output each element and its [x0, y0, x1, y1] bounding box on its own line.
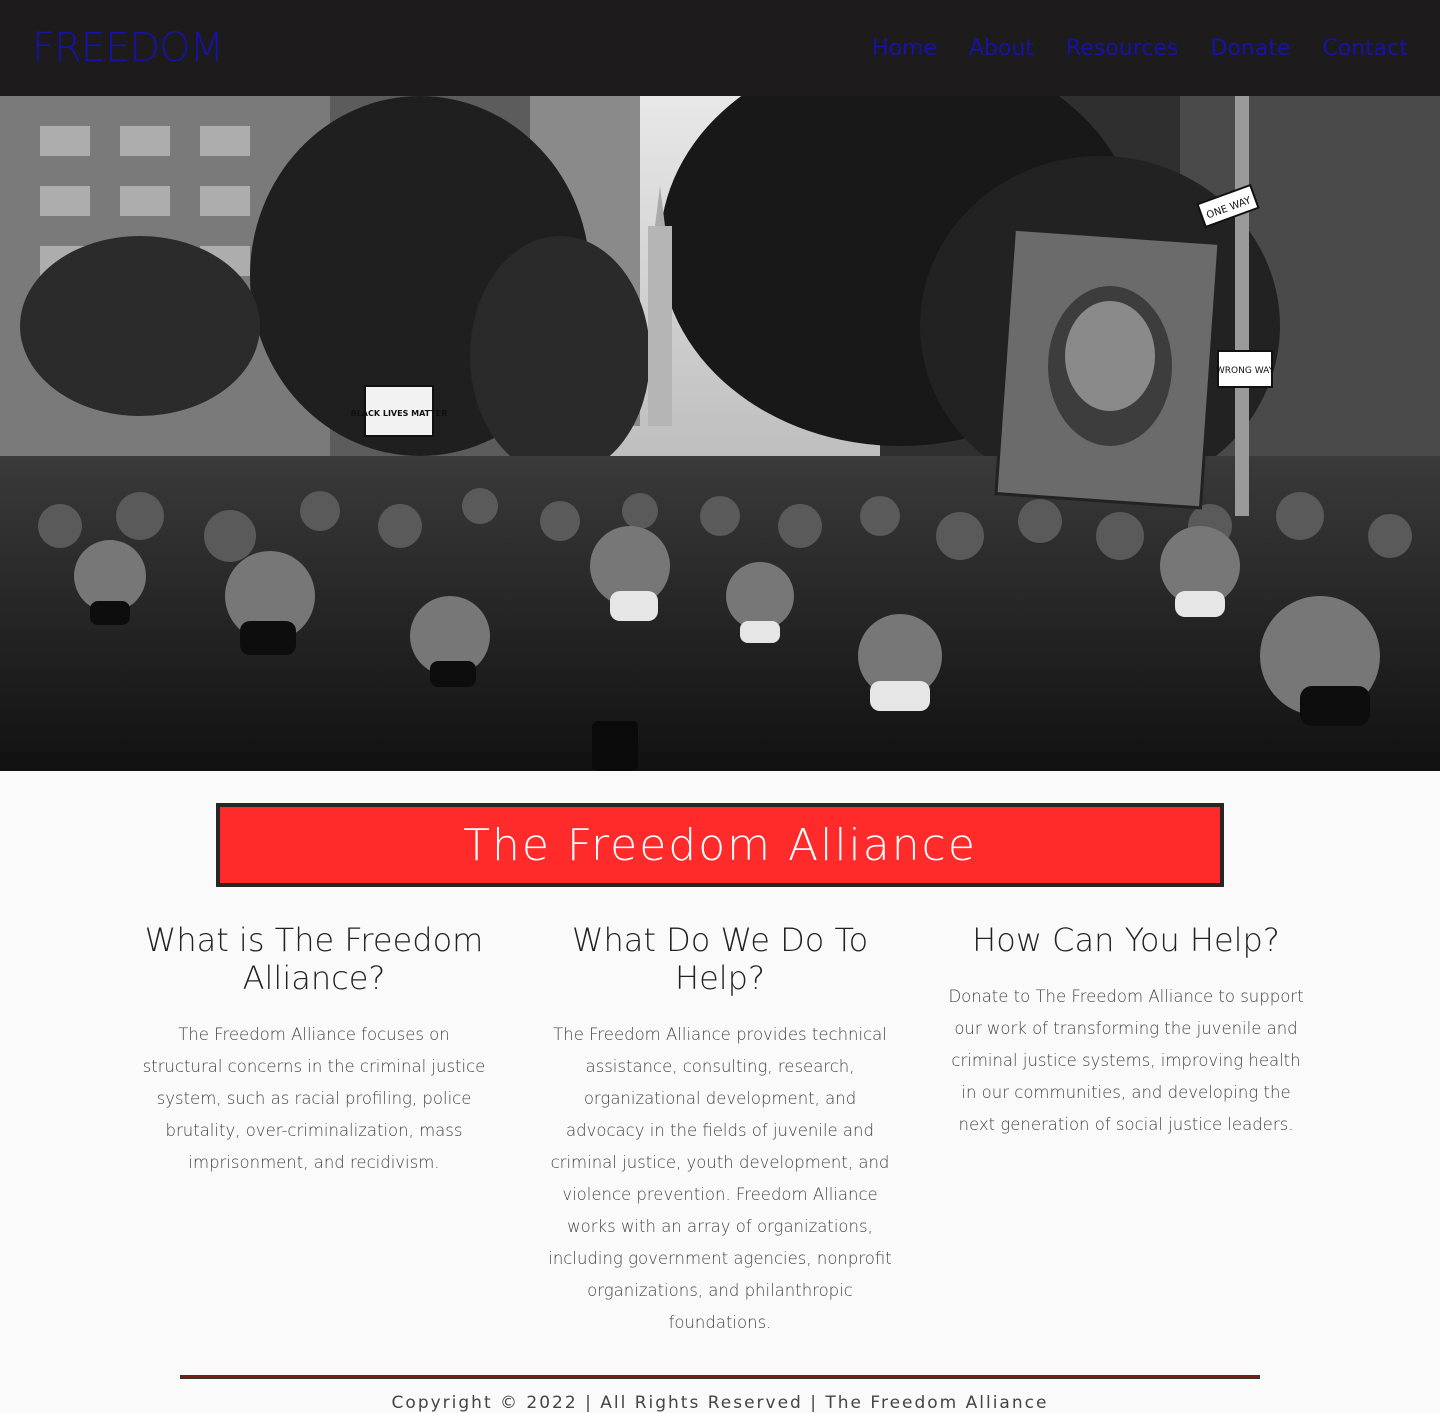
sign-one-way: ONE WAY [1205, 195, 1253, 222]
column-heading: What Do We Do To Help? [571, 921, 869, 997]
site-header [0, 0, 1440, 96]
column-body: Donate to The Freedom Alliance to support our work of transforming the juvenile and criminal justice systems, improving health in our communities, and developing the next generation of social justice leaders. [948, 987, 1304, 1134]
protest-photo-illustration [0, 96, 1440, 771]
column-body: The Freedom Alliance focuses on structural concerns in the criminal justice system, such as racial profiling, police brutality, over-criminalization, mass imprisonment, and recidivism. [142, 1025, 486, 1172]
main-nav [872, 36, 1408, 61]
nav-contact[interactable]: Contact [1322, 35, 1408, 61]
hero-image [0, 96, 1440, 771]
sign-wrong-way: WRONG WAY [1215, 366, 1275, 376]
sign-black-lives-matter: BLACK LIVES MATTER [350, 409, 448, 418]
column-body: The Freedom Alliance provides technical assistance, consulting, research, organizational development, and advocacy in the fields of juvenile and criminal justice, youth development, and violence prevention. Freedom Alliance works with an array of organizations, including government agencies, nonprofit organizations, and philanthropic foundations. [548, 1025, 892, 1332]
nav-about[interactable]: About [969, 35, 1035, 61]
column-what-is [136, 921, 492, 1339]
banner-wrapper [0, 803, 1440, 887]
nav-donate[interactable]: Donate [1210, 35, 1291, 61]
column-what-we-do [542, 921, 898, 1339]
footer-divider [180, 1375, 1260, 1379]
nav-resources[interactable]: Resources [1066, 35, 1179, 61]
banner-title: The Freedom Alliance [216, 803, 1224, 887]
info-columns [0, 921, 1440, 1339]
column-heading: How Can You Help? [972, 921, 1280, 959]
footer-copyright: Copyright © 2022 | All Rights Reserved | The Freedom Alliance [391, 1393, 1049, 1413]
column-heading: What is The Freedom Alliance? [144, 921, 484, 997]
nav-home[interactable]: Home [872, 35, 937, 61]
column-how-you-help [948, 921, 1304, 1339]
site-logo[interactable]: FREEDOM [32, 25, 224, 71]
